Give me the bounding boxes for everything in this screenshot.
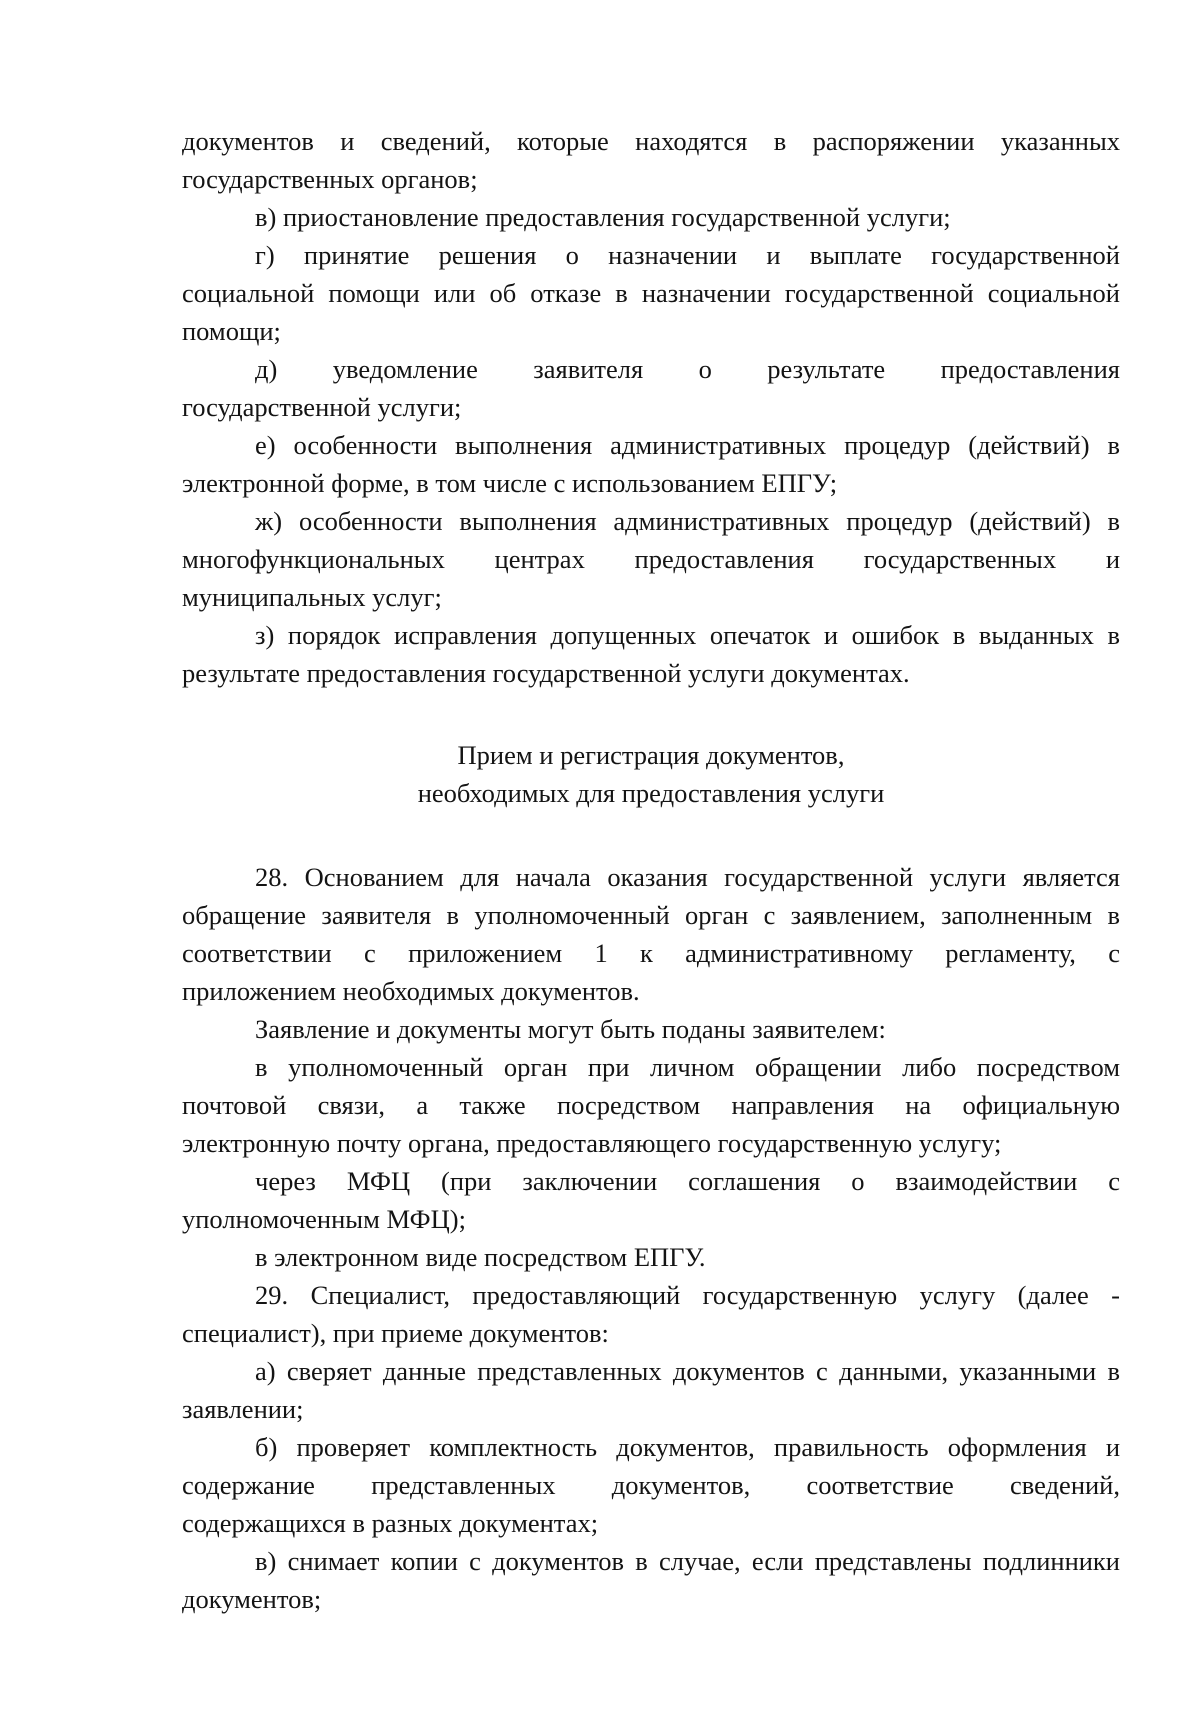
text-line: д) уведомление заявителя о результате предоставления <box>255 354 1120 384</box>
paragraph <box>182 1542 1120 1618</box>
paragraph <box>182 858 1120 1010</box>
text-line: государственных органов; <box>182 164 478 194</box>
text-line: соответствии с приложением 1 к административному регламенту, с <box>182 938 1120 968</box>
paragraph <box>182 1276 1120 1352</box>
text-line: уполномоченным МФЦ); <box>182 1204 466 1234</box>
text-line: документов; <box>182 1584 322 1614</box>
paragraph <box>182 1162 1120 1238</box>
text-line: в) снимает копии с документов в случае, если представлены подлинники <box>255 1546 1120 1576</box>
document-page <box>182 122 1120 1618</box>
heading-line: необходимых для предоставления услуги <box>417 778 885 808</box>
text-line: через МФЦ (при заключении соглашения о взаимодействии с <box>255 1166 1120 1196</box>
paragraph <box>182 616 1120 692</box>
paragraph <box>182 502 1120 616</box>
paragraph <box>182 1238 1120 1276</box>
text-line: электронной форме, в том числе с использованием ЕПГУ; <box>182 468 838 498</box>
text-line: социальной помощи или об отказе в назначении государственной социальной <box>182 278 1120 308</box>
text-line: специалист), при приеме документов: <box>182 1318 609 1348</box>
text-line: а) сверяет данные представленных документов с данными, указанными в <box>255 1356 1120 1386</box>
section-procedures-list <box>182 122 1120 692</box>
text-line: содержание представленных документов, соответствие сведений, <box>182 1470 1120 1500</box>
paragraph <box>182 198 1120 236</box>
paragraph <box>182 1352 1120 1428</box>
text-line: заявлении; <box>182 1394 304 1424</box>
text-line: 29. Специалист, предоставляющий государственную услугу (далее - <box>255 1280 1120 1310</box>
text-line: в электронном виде посредством ЕПГУ. <box>255 1242 706 1272</box>
paragraph <box>182 1010 1120 1048</box>
paragraph <box>182 236 1120 350</box>
text-line: многофункциональных центрах предоставления государственных и <box>182 544 1120 574</box>
text-line: е) особенности выполнения административных процедур (действий) в <box>255 430 1120 460</box>
paragraph <box>182 350 1120 426</box>
paragraph <box>182 1428 1120 1542</box>
text-line: ж) особенности выполнения административных процедур (действий) в <box>255 506 1120 536</box>
paragraph <box>182 1048 1120 1162</box>
text-line: в уполномоченный орган при личном обращении либо посредством <box>255 1052 1120 1082</box>
heading-line: Прием и регистрация документов, <box>457 740 845 770</box>
paragraph <box>182 426 1120 502</box>
text-line: результате предоставления государственной услуги документах. <box>182 658 910 688</box>
section-document-reception <box>182 858 1120 1618</box>
text-line: содержащихся в разных документах; <box>182 1508 599 1538</box>
text-line: почтовой связи, а также посредством направления на официальную <box>182 1090 1120 1120</box>
text-line: г) принятие решения о назначении и выплате государственной <box>255 240 1120 270</box>
text-line: обращение заявителя в уполномоченный орган с заявлением, заполненным в <box>182 900 1120 930</box>
text-line: 28. Основанием для начала оказания государственной услуги является <box>255 862 1120 892</box>
text-line: з) порядок исправления допущенных опечаток и ошибок в выданных в <box>255 620 1120 650</box>
text-line: б) проверяет комплектность документов, правильность оформления и <box>255 1432 1120 1462</box>
text-line: электронную почту органа, предоставляющего государственную услугу; <box>182 1128 1002 1158</box>
section-heading <box>182 736 1120 812</box>
text-line: муниципальных услуг; <box>182 582 442 612</box>
text-line: в) приостановление предоставления государственной услуги; <box>255 202 951 232</box>
paragraph <box>182 122 1120 198</box>
text-line: Заявление и документы могут быть поданы заявителем: <box>255 1014 886 1044</box>
text-line: помощи; <box>182 316 281 346</box>
text-line: приложением необходимых документов. <box>182 976 640 1006</box>
text-line: документов и сведений, которые находятся в распоряжении указанных <box>182 126 1120 156</box>
text-line: государственной услуги; <box>182 392 462 422</box>
